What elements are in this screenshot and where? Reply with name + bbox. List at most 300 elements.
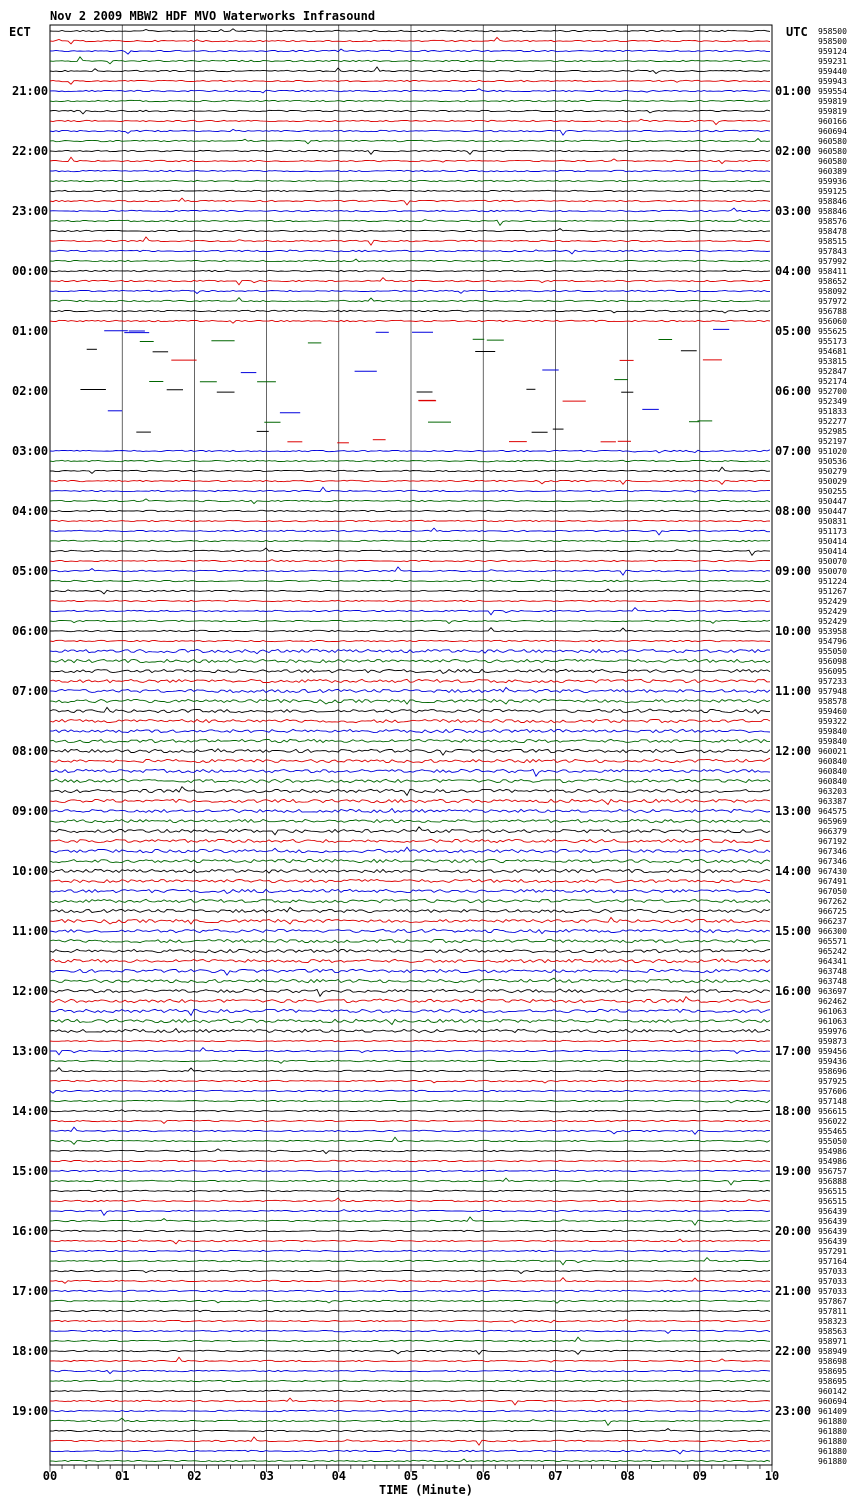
trace-line <box>50 520 770 521</box>
trace-count-label: 961880 <box>818 1417 847 1426</box>
utc-hour-label: 02:00 <box>775 144 812 158</box>
trace-line <box>50 1290 770 1291</box>
trace-line <box>50 1127 770 1134</box>
trace-line <box>50 467 770 473</box>
trace-count-label: 959554 <box>818 87 847 96</box>
trace-line <box>50 480 770 484</box>
trace-line <box>50 1350 770 1354</box>
right-axis-label: UTC <box>786 25 808 39</box>
trace-count-label: 950029 <box>818 477 847 486</box>
trace-line <box>50 1190 770 1191</box>
trace-count-label: 960840 <box>818 777 847 786</box>
trace-line <box>50 1160 770 1161</box>
ect-hour-label: 12:00 <box>12 984 49 998</box>
trace-count-label: 961880 <box>818 1437 847 1446</box>
trace-line <box>50 1178 770 1185</box>
trace-line <box>50 580 770 582</box>
trace-line <box>50 460 770 462</box>
trace-count-label: 957148 <box>818 1097 847 1106</box>
utc-hour-label: 20:00 <box>775 1224 812 1238</box>
trace-group <box>50 29 770 1462</box>
trace-line <box>50 719 770 722</box>
trace-count-label: 967262 <box>818 897 847 906</box>
trace-line <box>50 528 770 535</box>
trace-count-label: 958563 <box>818 1327 847 1336</box>
trace-count-label: 960021 <box>818 747 847 756</box>
trace-count-label: 964575 <box>818 807 847 816</box>
trace-count-label: 960580 <box>818 137 847 146</box>
ect-hour-label: 07:00 <box>12 684 49 698</box>
trace-count-label: 957972 <box>818 297 847 306</box>
trace-line <box>50 1137 770 1144</box>
trace-count-label: 958949 <box>818 1347 847 1356</box>
trace-count-label: 957033 <box>818 1277 847 1286</box>
trace-count-label: 965242 <box>818 947 847 956</box>
trace-count-label: 957948 <box>818 687 847 696</box>
trace-count-label: 951267 <box>818 587 847 596</box>
trace-count-label: 960389 <box>818 167 847 176</box>
trace-line <box>50 820 770 823</box>
trace-count-label: 953958 <box>818 627 847 636</box>
trace-count-label: 950536 <box>818 457 847 466</box>
trace-count-label: 957992 <box>818 257 847 266</box>
trace-count-label: 956439 <box>818 1207 847 1216</box>
trace-count-label: 961063 <box>818 1017 847 1026</box>
utc-hour-label: 19:00 <box>775 1164 812 1178</box>
ect-hour-label: 21:00 <box>12 84 49 98</box>
trace-count-label: 952429 <box>818 607 847 616</box>
utc-hour-label: 06:00 <box>775 384 812 398</box>
left-axis-label: ECT <box>9 25 31 39</box>
trace-line <box>50 640 770 641</box>
trace-line <box>50 1390 770 1391</box>
trace-line <box>50 880 770 883</box>
trace-line <box>50 758 770 762</box>
trace-line <box>50 1270 770 1273</box>
utc-hour-label: 23:00 <box>775 1404 812 1418</box>
trace-count-label: 966300 <box>818 927 847 936</box>
ect-hour-label: 23:00 <box>12 204 49 218</box>
utc-hour-label: 08:00 <box>775 504 812 518</box>
trace-line <box>50 1418 770 1425</box>
trace-line <box>50 847 770 852</box>
trace-line <box>50 1110 770 1112</box>
trace-line <box>50 567 770 575</box>
trace-count-label: 959460 <box>818 707 847 716</box>
trace-line <box>50 969 770 975</box>
trace-line <box>50 787 770 796</box>
trace-count-label: 955625 <box>818 327 847 336</box>
trace-count-label: 951020 <box>818 447 847 456</box>
trace-line <box>50 29 770 32</box>
trace-count-label: 960694 <box>818 1397 847 1406</box>
trace-line <box>50 1068 770 1072</box>
trace-count-label: 952174 <box>818 377 847 386</box>
trace-count-label: 958846 <box>818 197 847 206</box>
trace-count-label: 956515 <box>818 1197 847 1206</box>
trace-line <box>50 889 770 893</box>
trace-line <box>50 1459 770 1462</box>
trace-count-label: 963697 <box>818 987 847 996</box>
ect-hour-label: 22:00 <box>12 144 49 158</box>
trace-line <box>50 450 770 453</box>
trace-count-label: 960580 <box>818 157 847 166</box>
trace-line <box>50 917 770 924</box>
ect-hour-label: 00:00 <box>12 264 49 278</box>
trace-count-label: 956788 <box>818 307 847 316</box>
trace-line <box>50 1410 770 1411</box>
ect-hour-label: 14:00 <box>12 1104 49 1118</box>
trace-count-label: 959819 <box>818 97 847 106</box>
trace-count-label: 950255 <box>818 487 847 496</box>
trace-line <box>50 1239 770 1244</box>
trace-count-label: 951173 <box>818 527 847 536</box>
trace-count-label: 950447 <box>818 497 847 506</box>
trace-count-label: 957291 <box>818 1247 847 1256</box>
trace-count-label: 959976 <box>818 1027 847 1036</box>
utc-hour-label: 05:00 <box>775 324 812 338</box>
trace-count-label: 963203 <box>818 787 847 796</box>
trace-line <box>50 100 770 101</box>
trace-count-label: 964341 <box>818 957 847 966</box>
trace-count-label: 952277 <box>818 417 847 426</box>
trace-count-label: 957606 <box>818 1087 847 1096</box>
trace-line <box>50 129 770 135</box>
trace-count-label: 958698 <box>818 1357 847 1366</box>
trace-count-label: 950831 <box>818 517 847 526</box>
trace-line <box>50 510 770 511</box>
trace-line <box>50 278 770 285</box>
trace-line <box>50 270 770 271</box>
ect-hour-label: 10:00 <box>12 864 49 878</box>
trace-line <box>50 1320 770 1323</box>
trace-count-label: 967491 <box>818 877 847 886</box>
trace-count-label: 967192 <box>818 837 847 846</box>
trace-count-label: 956757 <box>818 1167 847 1176</box>
trace-line <box>50 859 770 863</box>
trace-line <box>50 809 770 813</box>
trace-count-label: 958500 <box>818 27 847 36</box>
trace-line <box>50 1009 770 1015</box>
trace-count-label: 952700 <box>818 387 847 396</box>
trace-count-label: 959125 <box>818 187 847 196</box>
trace-count-label: 952197 <box>818 437 847 446</box>
trace-line <box>50 250 770 254</box>
trace-count-label: 963748 <box>818 967 847 976</box>
trace-line <box>50 1230 770 1232</box>
trace-line <box>50 669 770 673</box>
trace-line <box>50 1357 770 1362</box>
trace-line <box>50 1149 770 1154</box>
trace-count-label: 951833 <box>818 407 847 416</box>
trace-count-label: 958652 <box>818 277 847 286</box>
trace-count-label: 958323 <box>818 1317 847 1326</box>
trace-count-label: 954986 <box>818 1147 847 1156</box>
trace-line <box>50 1429 770 1432</box>
ect-hour-label: 01:00 <box>12 324 49 338</box>
trace-count-label: 959943 <box>818 77 847 86</box>
trace-line <box>50 229 770 232</box>
trace-count-label: 966725 <box>818 907 847 916</box>
trace-line <box>50 769 770 776</box>
trace-count-labels <box>818 27 847 1466</box>
trace-line <box>50 548 770 555</box>
trace-line <box>50 929 770 934</box>
utc-hour-label: 07:00 <box>775 444 812 458</box>
trace-line <box>50 67 770 74</box>
trace-line <box>50 779 770 783</box>
trace-line <box>50 679 770 682</box>
trace-count-label: 952349 <box>818 397 847 406</box>
trace-line <box>50 989 770 996</box>
trace-count-label: 959440 <box>818 67 847 76</box>
trace-line <box>50 1198 770 1202</box>
trace-count-label: 967346 <box>818 857 847 866</box>
trace-count-label: 959936 <box>818 177 847 186</box>
trace-count-label: 956095 <box>818 667 847 676</box>
trace-line <box>50 298 770 302</box>
trace-count-label: 967430 <box>818 867 847 876</box>
ect-hour-label: 11:00 <box>12 924 49 938</box>
trace-count-label: 951224 <box>818 577 847 586</box>
trace-line <box>50 839 770 842</box>
ect-hour-label: 13:00 <box>12 1044 49 1058</box>
trace-count-label: 959840 <box>818 737 847 746</box>
x-tick-label: 10 <box>764 1469 780 1483</box>
trace-count-label: 960580 <box>818 147 847 156</box>
trace-line <box>50 1250 770 1251</box>
ect-hour-label: 16:00 <box>12 1224 49 1238</box>
x-tick-label: 02 <box>187 1469 202 1483</box>
trace-count-label: 959456 <box>818 1047 847 1056</box>
ect-hour-label: 17:00 <box>12 1284 49 1298</box>
trace-line <box>50 1040 770 1041</box>
trace-count-label: 957033 <box>818 1267 847 1276</box>
trace-line <box>50 620 770 623</box>
trace-count-label: 958478 <box>818 227 847 236</box>
trace-count-label: 950447 <box>818 507 847 516</box>
trace-line <box>50 1300 770 1303</box>
trace-line <box>50 119 770 124</box>
trace-line <box>50 1330 770 1333</box>
trace-line <box>50 739 770 742</box>
trace-count-label: 967050 <box>818 887 847 896</box>
utc-hour-label: 09:00 <box>775 564 812 578</box>
trace-count-label: 959840 <box>818 727 847 736</box>
trace-line <box>50 949 770 952</box>
trace-count-label: 950414 <box>818 537 847 546</box>
trace-line <box>50 237 770 245</box>
trace-line <box>50 180 770 181</box>
trace-line <box>50 560 770 562</box>
ect-hour-label: 09:00 <box>12 804 49 818</box>
x-tick-label: 05 <box>403 1469 419 1483</box>
trace-line <box>50 799 770 804</box>
trace-line <box>50 1048 770 1055</box>
trace-line <box>50 110 770 114</box>
trace-line <box>50 190 770 191</box>
trace-count-label: 950070 <box>818 557 847 566</box>
trace-line <box>50 649 770 653</box>
trace-line <box>50 198 770 205</box>
utc-hour-label: 16:00 <box>775 984 812 998</box>
trace-count-label: 956098 <box>818 657 847 666</box>
trace-count-label: 958411 <box>818 267 847 276</box>
x-tick-label: 01 <box>114 1469 130 1483</box>
utc-hour-label: 01:00 <box>775 84 812 98</box>
trace-line <box>50 1120 770 1123</box>
trace-count-label: 954681 <box>818 347 847 356</box>
trace-count-label: 959873 <box>818 1037 847 1046</box>
trace-line <box>50 827 770 835</box>
trace-count-label: 952985 <box>818 427 847 436</box>
trace-count-label: 957033 <box>818 1287 847 1296</box>
trace-count-label: 966379 <box>818 827 847 836</box>
trace-line <box>50 139 770 144</box>
x-tick-label: 04 <box>331 1469 347 1483</box>
trace-count-label: 959231 <box>818 57 847 66</box>
x-tick-label: 07 <box>548 1469 563 1483</box>
trace-line <box>50 707 770 713</box>
trace-line <box>50 259 770 262</box>
utc-hour-label: 15:00 <box>775 924 812 938</box>
ect-hour-label: 04:00 <box>12 504 49 518</box>
trace-line <box>50 729 770 732</box>
trace-count-label: 959436 <box>818 1057 847 1066</box>
trace-count-label: 967346 <box>818 847 847 856</box>
trace-line <box>50 939 770 942</box>
trace-count-label: 958500 <box>818 37 847 46</box>
trace-line <box>50 499 770 504</box>
utc-hour-label: 13:00 <box>775 804 812 818</box>
trace-count-label: 957843 <box>818 247 847 256</box>
trace-count-label: 958695 <box>818 1377 847 1386</box>
trace-count-label: 956439 <box>818 1217 847 1226</box>
ect-hour-label: 15:00 <box>12 1164 49 1178</box>
trace-line <box>50 208 770 212</box>
trace-count-label: 965571 <box>818 937 847 946</box>
trace-count-label: 957811 <box>818 1307 847 1316</box>
x-axis <box>43 1465 779 1483</box>
trace-count-label: 956060 <box>818 317 847 326</box>
x-tick-label: 09 <box>692 1469 708 1483</box>
trace-line <box>50 1370 770 1373</box>
trace-line <box>50 608 770 615</box>
x-tick-label: 00 <box>42 1469 58 1483</box>
ect-hour-label: 02:00 <box>12 384 49 398</box>
trace-count-label: 958696 <box>818 1067 847 1076</box>
trace-count-label: 957164 <box>818 1257 847 1266</box>
utc-hour-label: 04:00 <box>775 264 812 278</box>
utc-hour-label: 21:00 <box>775 1284 812 1298</box>
ect-hour-label: 05:00 <box>12 564 49 578</box>
ect-hour-label: 03:00 <box>12 444 49 458</box>
trace-line <box>50 749 770 755</box>
trace-count-label: 963387 <box>818 797 847 806</box>
trace-line <box>50 907 770 912</box>
trace-count-label: 956515 <box>818 1187 847 1196</box>
trace-count-label: 961880 <box>818 1457 847 1466</box>
trace-count-label: 956615 <box>818 1107 847 1116</box>
trace-count-label: 955173 <box>818 337 847 346</box>
trace-count-label: 960840 <box>818 757 847 766</box>
utc-hour-label: 03:00 <box>775 204 812 218</box>
trace-line <box>50 1398 770 1405</box>
trace-line <box>50 1090 770 1093</box>
chart-title: Nov 2 2009 MBW2 HDF MVO Waterworks Infrasound <box>50 9 376 23</box>
trace-count-label: 950070 <box>818 567 847 576</box>
trace-line <box>50 589 770 594</box>
utc-hour-label: 10:00 <box>775 624 812 638</box>
trace-count-label: 953815 <box>818 357 847 366</box>
trace-count-label: 958092 <box>818 287 847 296</box>
trace-count-label: 957925 <box>818 1077 847 1086</box>
trace-count-label: 955050 <box>818 1137 847 1146</box>
trace-line <box>50 600 770 601</box>
trace-line <box>50 49 770 54</box>
trace-line <box>50 1258 770 1265</box>
trace-count-label: 966237 <box>818 917 847 926</box>
trace-count-label: 960840 <box>818 767 847 776</box>
trace-count-label: 960166 <box>818 117 847 126</box>
trace-count-label: 950279 <box>818 467 847 476</box>
utc-hour-label: 11:00 <box>775 684 812 698</box>
x-tick-label: 03 <box>259 1469 274 1483</box>
trace-line <box>50 170 770 171</box>
trace-count-label: 959322 <box>818 717 847 726</box>
trace-count-label: 959124 <box>818 47 847 56</box>
trace-line <box>50 150 770 154</box>
trace-line <box>50 1100 770 1103</box>
trace-count-label: 955465 <box>818 1127 847 1136</box>
trace-count-label: 950414 <box>818 547 847 556</box>
trace-line <box>50 997 770 1003</box>
utc-hour-label: 17:00 <box>775 1044 812 1058</box>
trace-count-label: 958578 <box>818 697 847 706</box>
trace-count-label: 952429 <box>818 597 847 606</box>
trace-count-label: 965969 <box>818 817 847 826</box>
trace-count-label: 957867 <box>818 1297 847 1306</box>
trace-line <box>50 1310 770 1311</box>
ect-hour-label: 08:00 <box>12 744 49 758</box>
trace-line <box>50 1029 770 1033</box>
x-tick-label: 06 <box>475 1469 491 1483</box>
trace-count-label: 961880 <box>818 1447 847 1456</box>
trace-line <box>50 37 770 43</box>
trace-count-label: 960694 <box>818 127 847 136</box>
trace-line <box>50 1170 770 1171</box>
trace-line <box>50 1380 770 1381</box>
trace-count-label: 954796 <box>818 637 847 646</box>
ect-hour-label: 18:00 <box>12 1344 49 1358</box>
trace-line <box>50 899 770 902</box>
trace-line <box>50 1060 770 1063</box>
trace-count-label: 956022 <box>818 1117 847 1126</box>
trace-count-label: 958576 <box>818 217 847 226</box>
trace-line <box>50 310 770 313</box>
trace-count-label: 952429 <box>818 617 847 626</box>
trace-count-label: 961063 <box>818 1007 847 1016</box>
trace-line <box>50 1437 770 1445</box>
trace-line <box>50 89 770 93</box>
trace-count-label: 961880 <box>818 1427 847 1436</box>
trace-count-label: 959819 <box>818 107 847 116</box>
ect-hour-label: 06:00 <box>12 624 49 638</box>
trace-line <box>50 157 770 163</box>
trace-count-label: 958515 <box>818 237 847 246</box>
x-tick-label: 08 <box>620 1469 635 1483</box>
trace-count-label: 961409 <box>818 1407 847 1416</box>
